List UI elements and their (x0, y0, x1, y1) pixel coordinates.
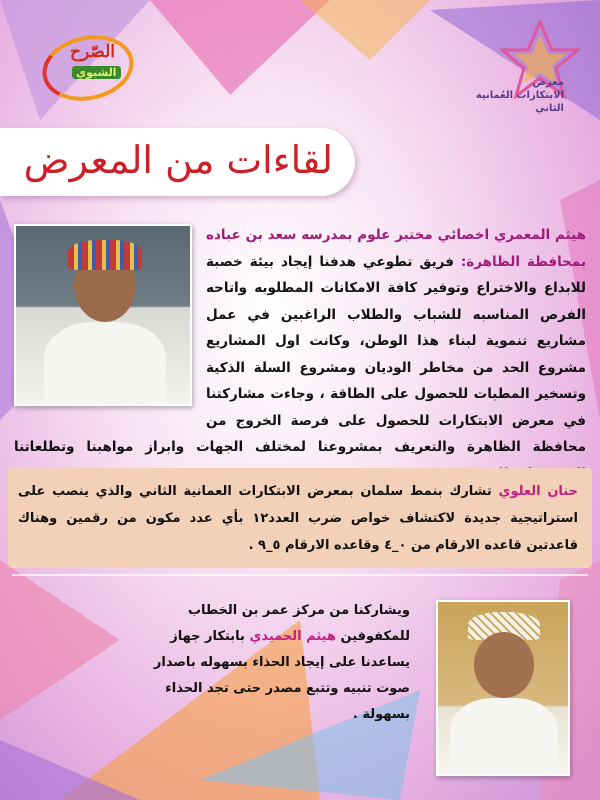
article-3-body: بابتكار جهاز يساعدنا على إيجاد الحذاء بسهوله باصدار صوت تنبيه وتتبع مصدر حتى تجد الحذاء بسهولة . (153, 629, 410, 722)
article-1-body: فريق تطوعي هدفنا إيجاد بيئة خصبة للابداع والاختراع وتوفير كافة الامكانات المطلوبه واتاحه الفرص المناسبه للشباب والطلاب الراغبين في عمل مشاريع تنموية لبناء هذا الوطن، وكانت اول المشاريع مشروع الحد من مخاطر الوديان ومشروع السلة الذكية وتسخير المطبات للحصول على الطاقة ، وجاءت مشاركتنا في معرض الابتكارات للحصول على فرصة الخروج من محافظة الظاهرة والتعريف بمشروعنا لمختلف الجهات وابراز مواهبنا وتطلعاتنا (14, 253, 586, 455)
photo-haitham-alhumaidi (436, 600, 570, 776)
divider (12, 574, 588, 576)
article-1-name: هيثم المعمري اخصائي مختبر علوم بمدرسه سعد بن عباده بمحافظة الظاهرة: (206, 227, 587, 270)
article-2-name: حنان العلوي (498, 484, 578, 499)
article-2-body: تشارك بنمط سلمان بمعرض الابتكارات العمانية الثاني والذي ينصب على استراتيجية جديدة لاكتشاف خواص ضرب العدد١٢ بأي عدد مكون من رقمين وهناك قاعدتين قاعده الارقام من ٠_٤ وقاعده الارقام ٥_٩ . (18, 484, 578, 553)
exhibition-logo-line-1: معرض (532, 77, 564, 88)
exhibition-logo (456, 14, 586, 124)
article-3-intro: ويشاركنا من مركز عمر بن الخطاب للمكفوفين (187, 603, 410, 644)
article-2 (18, 478, 578, 559)
exhibition-logo-text (476, 76, 564, 115)
article-1 (14, 222, 586, 487)
title-banner (0, 128, 355, 196)
page-title: لقاءات من المعرض (23, 138, 333, 182)
exhibition-logo-line-3: الثاني (535, 103, 564, 114)
logo-left-text-1: الصّرح (70, 42, 115, 62)
exhibition-logo-line-2: الابتكارات العُمانية (475, 90, 564, 101)
article-3 (150, 598, 410, 728)
alsarh-logo (28, 28, 138, 98)
logo-left-text-2: الشبوي (72, 66, 121, 79)
article-3-name: هيثم الحميدي (249, 629, 336, 644)
